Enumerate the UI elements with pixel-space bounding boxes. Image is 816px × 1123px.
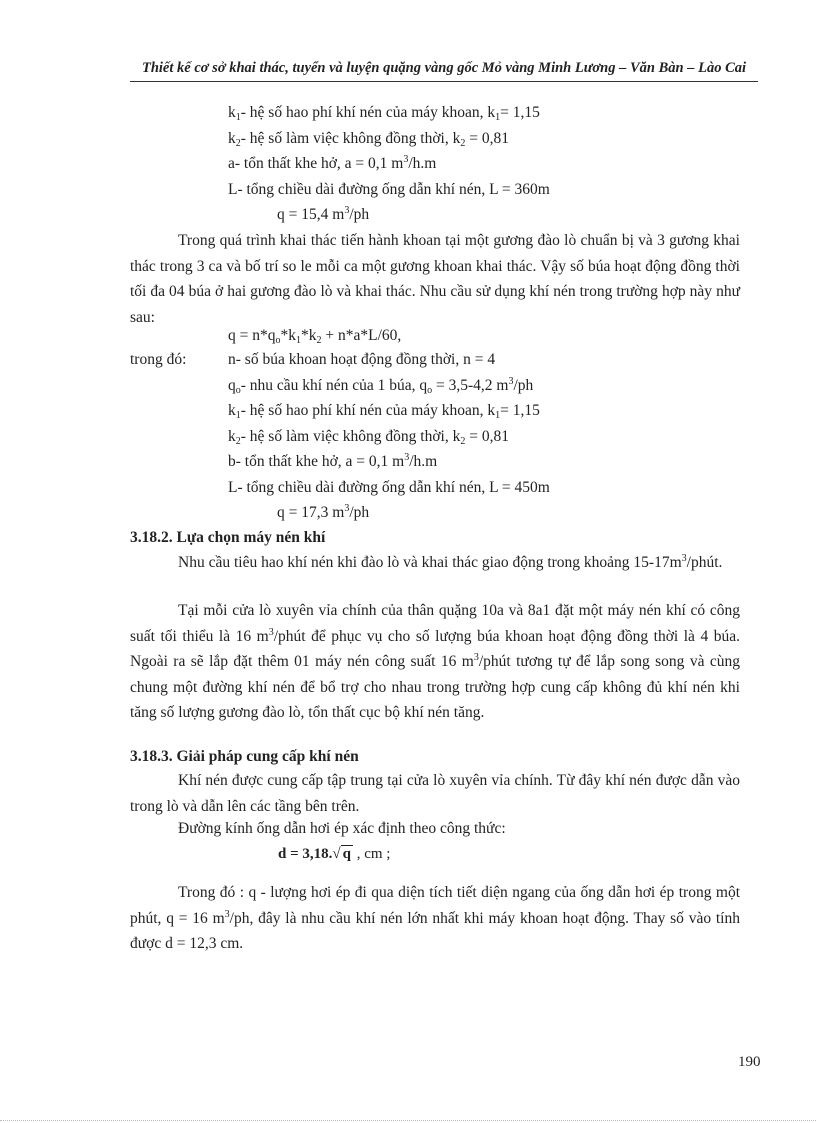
k1-line-2: $k_1-$ hệ số hao phí khí nén của máy khoan, $k_1= 1,15$: [228, 402, 540, 421]
section-heading-3-18-3: 3.18.3. Giải pháp cung cấp khí nén: [130, 748, 359, 765]
section-heading-3-18-2: 3.18.2. Lựa chọn máy nén khí: [130, 529, 326, 546]
q-result-1: q = 15,4 $m^3/ph$: [277, 205, 370, 223]
where-label: trong đó:: [130, 351, 187, 368]
qo-line: $q_o-$ nhu cầu khí nén của 1 búa, $q_o = 3,5-4,2$ $m^3/ph$: [228, 376, 534, 396]
k2-line-1: $k_2-$ hệ số làm việc không đồng thời, $k_2 = 0,81$: [228, 130, 509, 149]
paragraph-compressor: Tại mỗi cửa lò xuyên vỉa chính của thân quặng 10a và 8a1 đặt một máy nén khí có công suất tối thiểu là 16 $m^3$/phút để phục vụ cho số lượng búa khoan hoạt động đồng thời là 4 búa. Ngoài ra sẽ lắp đặt thêm 01 máy nén công suất 16 $m^3$/phút tương tự để lắp song song và cùng chung một đường khí nén để bổ trợ cho nhau trong trường hợp cung cấp không đủ khí nén khi tăng số lượng gương đào lò, tổn thất cục bộ khí nén tăng.: [130, 602, 740, 721]
a-line-1: a- tổn thất khe hở, a = 0,1 $m^3/h.m$: [228, 154, 437, 172]
L-line-2: L- tổng chiều dài đường ống dẫn khí nén, L = 450m: [228, 479, 550, 496]
q-result-2: q = 17,3 $m^3/ph$: [277, 503, 370, 521]
page-number: 190: [738, 1054, 761, 1070]
header-rule: [130, 81, 758, 82]
paragraph-diameter-calc: Trong đó : q - lượng hơi ép đi qua diện tích tiết diện ngang của ống dẫn hơi ép trong một phút, q = 16 $m^3/ph$, đây là nhu cầu khí nén lớn nhất khi máy khoan hoạt động. Thay số vào tính được d = 12,3 cm.: [130, 884, 740, 952]
paragraph-drilling: Trong quá trình khai thác tiến hành khoan tại một gương đào lò chuẩn bị và 3 gương khai thác trong 3 ca và bố trí so le mỗi ca một gương khoan khai thác. Vậy số búa hoạt động đồng thời tối đa 04 búa ở hai gương đào lò và khai thác. Nhu cầu sử dụng khí nén trong trường hợp này như sau:: [130, 232, 740, 326]
L-line-1: L- tổng chiều dài đường ống dẫn khí nén, L = 360m: [228, 181, 550, 198]
paragraph-diameter-intro: Đường kính ống dẫn hơi ép xác định theo công thức:: [178, 820, 506, 837]
k2-line-2: $k_2-$ hệ số làm việc không đồng thời, $k_2 = 0,81$: [228, 428, 509, 447]
diameter-formula: d = 3,18.√ q , cm ;: [278, 846, 391, 862]
b-line: b- tổn thất khe hở, a = 0,1 $m^3/h.m$: [228, 452, 438, 470]
page-bottom-border: [0, 1120, 816, 1121]
sqrt-symbol: √: [332, 846, 341, 862]
paragraph-consumption: Nhu cầu tiêu hao khí nén khi đào lò và khai thác giao động trong khoảng $15-17m^3$/phút.: [178, 553, 723, 571]
paragraph-supply: Khí nén được cung cấp tập trung tại cửa lò xuyên vỉa chính. Từ đây khí nén được dẫn vào trong lò và dẫn lên các tầng bên trên.: [130, 772, 740, 815]
k1-line-1: $k_1-$ hệ số hao phí khí nén của máy khoan, $k_1= 1,15$: [228, 104, 540, 123]
formula-q: $q = n*q_o*k_1*k_2 + n*a*L/60$,: [228, 327, 402, 346]
n-line: n- số búa khoan hoạt động đồng thời, n = 4: [228, 351, 496, 368]
page-header-title: Thiết kế cơ sở khai thác, tuyển và luyện quặng vàng gốc Mỏ vàng Minh Lương – Văn Bàn – Lào Cai: [141, 60, 747, 76]
